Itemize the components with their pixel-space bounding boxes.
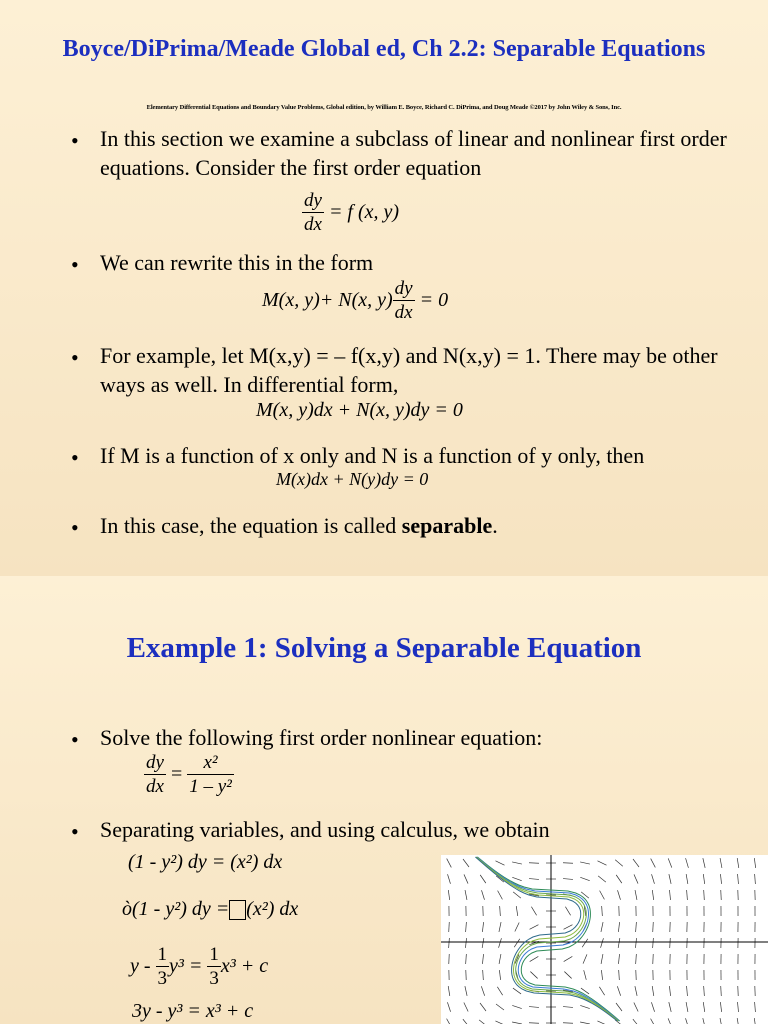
direction-arrow: [497, 987, 502, 995]
direction-arrow: [563, 879, 573, 880]
direction-arrow: [652, 986, 654, 996]
direction-arrow: [530, 972, 537, 979]
direction-arrow: [670, 938, 671, 948]
direction-arrow: [449, 922, 450, 932]
missing-glyph-icon: [229, 900, 246, 920]
direction-arrow: [668, 1018, 672, 1024]
direction-arrow: [500, 906, 501, 916]
direction-arrow: [686, 858, 689, 868]
direction-arrow: [564, 925, 573, 930]
direction-arrow: [737, 858, 739, 868]
direction-arrow: [563, 863, 573, 864]
direction-arrow: [448, 874, 451, 884]
direction-arrow: [635, 890, 637, 900]
equation-step-3: y - $\frac{1}{3}$ y³ = $\frac{1}{3}$ x³ + c: [130, 944, 269, 989]
direction-arrow: [480, 1003, 486, 1011]
direction-arrow: [447, 859, 452, 868]
bullet-icon: •: [71, 345, 79, 370]
direction-arrow: [483, 970, 484, 980]
equation-ode: $\frac{dy}{dx}$ = $\frac{\text{x²}}{\text{1 – y²}}$: [146, 752, 232, 797]
direction-arrow: [601, 954, 603, 964]
direction-arrow: [447, 1019, 452, 1024]
direction-arrow: [599, 987, 604, 995]
direction-arrow: [499, 954, 501, 964]
direction-arrow: [514, 939, 520, 947]
direction-arrow: [482, 938, 484, 948]
direction-arrow: [482, 954, 483, 964]
direction-arrow: [703, 858, 705, 868]
integral-curve: [476, 857, 618, 1021]
direction-arrow: [580, 1005, 589, 1008]
direction-arrow: [513, 892, 521, 898]
direction-arrow: [530, 956, 539, 961]
direction-arrow: [618, 938, 620, 948]
integral-curve: [477, 857, 619, 1021]
direction-arrow: [686, 874, 688, 884]
direction-arrow: [465, 986, 467, 996]
citation: Elementary Differential Equations and Boundary Value Problems, Global edition, by William E. Boyce, Richard C. DiPrima, and Doug Meade ©2017 by John Wiley & Sons, Inc.: [146, 104, 622, 111]
direction-arrow: [498, 891, 503, 900]
direction-arrow: [669, 874, 671, 884]
bullet-icon: •: [71, 515, 79, 540]
direction-arrow: [512, 1005, 521, 1008]
direction-arrow: [466, 922, 467, 932]
equation-dy-dx: $\frac{dy}{dx}$ = f (x, y): [304, 190, 400, 235]
direction-arrow: [529, 879, 539, 880]
direction-arrow: [582, 939, 588, 947]
direction-arrow: [653, 938, 654, 948]
integral-curve: [475, 857, 617, 1021]
bullet-text-2: We can rewrite this in the form: [100, 250, 374, 275]
direction-arrow: [704, 986, 705, 996]
direction-arrow: [564, 956, 573, 961]
direction-arrow: [652, 890, 653, 900]
direction-arrow: [466, 954, 467, 964]
direction-arrow: [601, 938, 604, 948]
bullet-text-3: For example, let M(x,y) = – f(x,y) and N(x,y) = 1. There may be other ways as well. In differential form,: [100, 343, 718, 397]
equation-step-1: (1 - y²) dy = (x²) dx: [128, 851, 283, 873]
direction-arrow: [703, 1018, 705, 1024]
direction-arrow: [495, 861, 504, 865]
direction-arrow: [530, 925, 539, 930]
equation-separable-form: M(x)dx + N(y)dy = 0: [276, 469, 429, 489]
equation-step-4: 3y - y³ = x³ + c: [132, 1000, 254, 1022]
direction-arrow: [584, 970, 587, 980]
slide-title: Boyce/DiPrima/Meade Global ed, Ch 2.2: Separable Equations: [62, 36, 706, 62]
direction-arrow: [687, 890, 688, 900]
direction-arrow: [635, 938, 636, 948]
direction-arrow: [720, 1018, 722, 1024]
direction-arrow: [720, 874, 721, 884]
bullet-text-1: Solve the following first order nonlinear equation:: [100, 725, 543, 750]
direction-arrow: [480, 875, 486, 883]
direction-arrow: [496, 1004, 504, 1010]
direction-field-plot: [441, 855, 768, 1024]
direction-arrow: [482, 890, 485, 900]
direction-arrow: [737, 1018, 739, 1024]
slide-title: Example 1: Solving a Separable Equation: [126, 632, 642, 664]
direction-arrow: [633, 859, 639, 867]
direction-arrow: [738, 1002, 739, 1012]
direction-arrow: [464, 874, 468, 883]
direction-arrow: [464, 1002, 468, 1011]
bullet-icon: •: [71, 727, 79, 752]
direction-arrow: [580, 877, 589, 880]
direction-arrow: [653, 922, 654, 932]
direction-arrow: [636, 954, 637, 964]
direction-arrow: [618, 954, 619, 964]
direction-arrow: [669, 986, 670, 996]
direction-arrow: [513, 988, 521, 994]
direction-arrow: [463, 859, 469, 867]
direction-arrow: [619, 970, 620, 980]
direction-arrow: [601, 922, 603, 932]
direction-arrow: [580, 862, 590, 864]
direction-arrow: [516, 906, 518, 916]
direction-arrow: [449, 938, 450, 948]
bullet-text-4: If M is a function of x only and N is a function of y only, then: [100, 443, 645, 468]
direction-arrow: [636, 922, 637, 932]
direction-arrow: [529, 1007, 539, 1008]
direction-arrow: [634, 1002, 638, 1011]
direction-arrow: [754, 1018, 755, 1024]
direction-arrow: [531, 907, 536, 916]
bullet-icon: •: [71, 445, 79, 470]
direction-arrow: [618, 922, 619, 932]
direction-arrow: [687, 986, 688, 996]
direction-arrow: [651, 1002, 654, 1011]
direction-arrow: [721, 986, 722, 996]
direction-arrow: [465, 938, 466, 948]
direction-arrow: [618, 890, 621, 900]
direction-arrow: [634, 874, 638, 883]
direction-arrow: [686, 1018, 689, 1024]
direction-arrow: [669, 1002, 671, 1012]
equation-general-form: M(x, y)+ N(x, y) $\frac{dy}{dx}$ = 0: [262, 278, 449, 323]
direction-arrow: [635, 986, 637, 996]
direction-arrow: [601, 970, 602, 980]
direction-arrow: [633, 1019, 639, 1024]
bullet-text-1: In this section we examine a subclass of linear and nonlinear first order equations. Consider the first order equation: [100, 126, 727, 180]
integral-curve: [477, 857, 619, 1021]
direction-arrow: [482, 922, 483, 932]
direction-arrow: [615, 860, 623, 866]
direction-arrow: [704, 890, 705, 900]
direction-arrow: [448, 890, 449, 900]
direction-arrow: [463, 1019, 469, 1024]
direction-arrow: [754, 858, 755, 868]
direction-arrow: [651, 1019, 656, 1024]
direction-arrow: [720, 1002, 721, 1012]
direction-arrow: [617, 986, 620, 995]
direction-arrow: [563, 1007, 573, 1008]
direction-arrow: [755, 874, 756, 884]
direction-arrow: [616, 875, 622, 883]
direction-arrow: [652, 874, 655, 884]
direction-arrow: [600, 891, 605, 900]
direction-arrow: [479, 1020, 487, 1024]
direction-arrow: [738, 874, 739, 884]
direction-arrow: [512, 877, 521, 880]
direction-arrow: [669, 890, 670, 900]
direction-arrow: [565, 907, 570, 916]
equation-step-2: ò(1 - y²) dy = (x²) dx: [122, 898, 299, 920]
bullet-text-2: Separating variables, and using calculus, we obtain: [100, 817, 550, 842]
equation-differential-form: M(x, y)dx + N(x, y)dy = 0: [256, 399, 463, 421]
direction-arrow: [597, 861, 606, 865]
bullet-icon: •: [71, 252, 79, 277]
integral-curve: [478, 857, 620, 1021]
bullet-icon: •: [71, 128, 79, 153]
direction-arrow: [499, 970, 500, 980]
bullet-icon: •: [71, 819, 79, 844]
bullet-text-5: In this case, the equation is called separable.: [100, 513, 498, 538]
direction-arrow: [616, 1003, 622, 1011]
direction-arrow: [465, 890, 467, 900]
direction-arrow: [703, 874, 704, 884]
direction-arrow: [448, 986, 450, 996]
direction-arrow: [720, 858, 722, 868]
direction-arrow: [686, 1002, 688, 1012]
direction-arrow: [564, 972, 571, 979]
direction-arrow: [499, 938, 502, 948]
direction-arrow: [481, 986, 484, 995]
direction-arrow: [651, 859, 656, 868]
direction-arrow: [598, 876, 606, 882]
direction-arrow: [583, 954, 587, 963]
direction-arrow: [515, 922, 519, 931]
direction-arrow: [602, 906, 603, 916]
direction-arrow: [703, 1002, 704, 1012]
direction-arrow: [529, 863, 539, 864]
direction-arrow: [447, 1002, 450, 1011]
direction-arrow: [499, 922, 501, 932]
direction-arrow: [512, 862, 522, 864]
direction-arrow: [755, 1002, 756, 1012]
direction-arrow: [668, 858, 672, 867]
